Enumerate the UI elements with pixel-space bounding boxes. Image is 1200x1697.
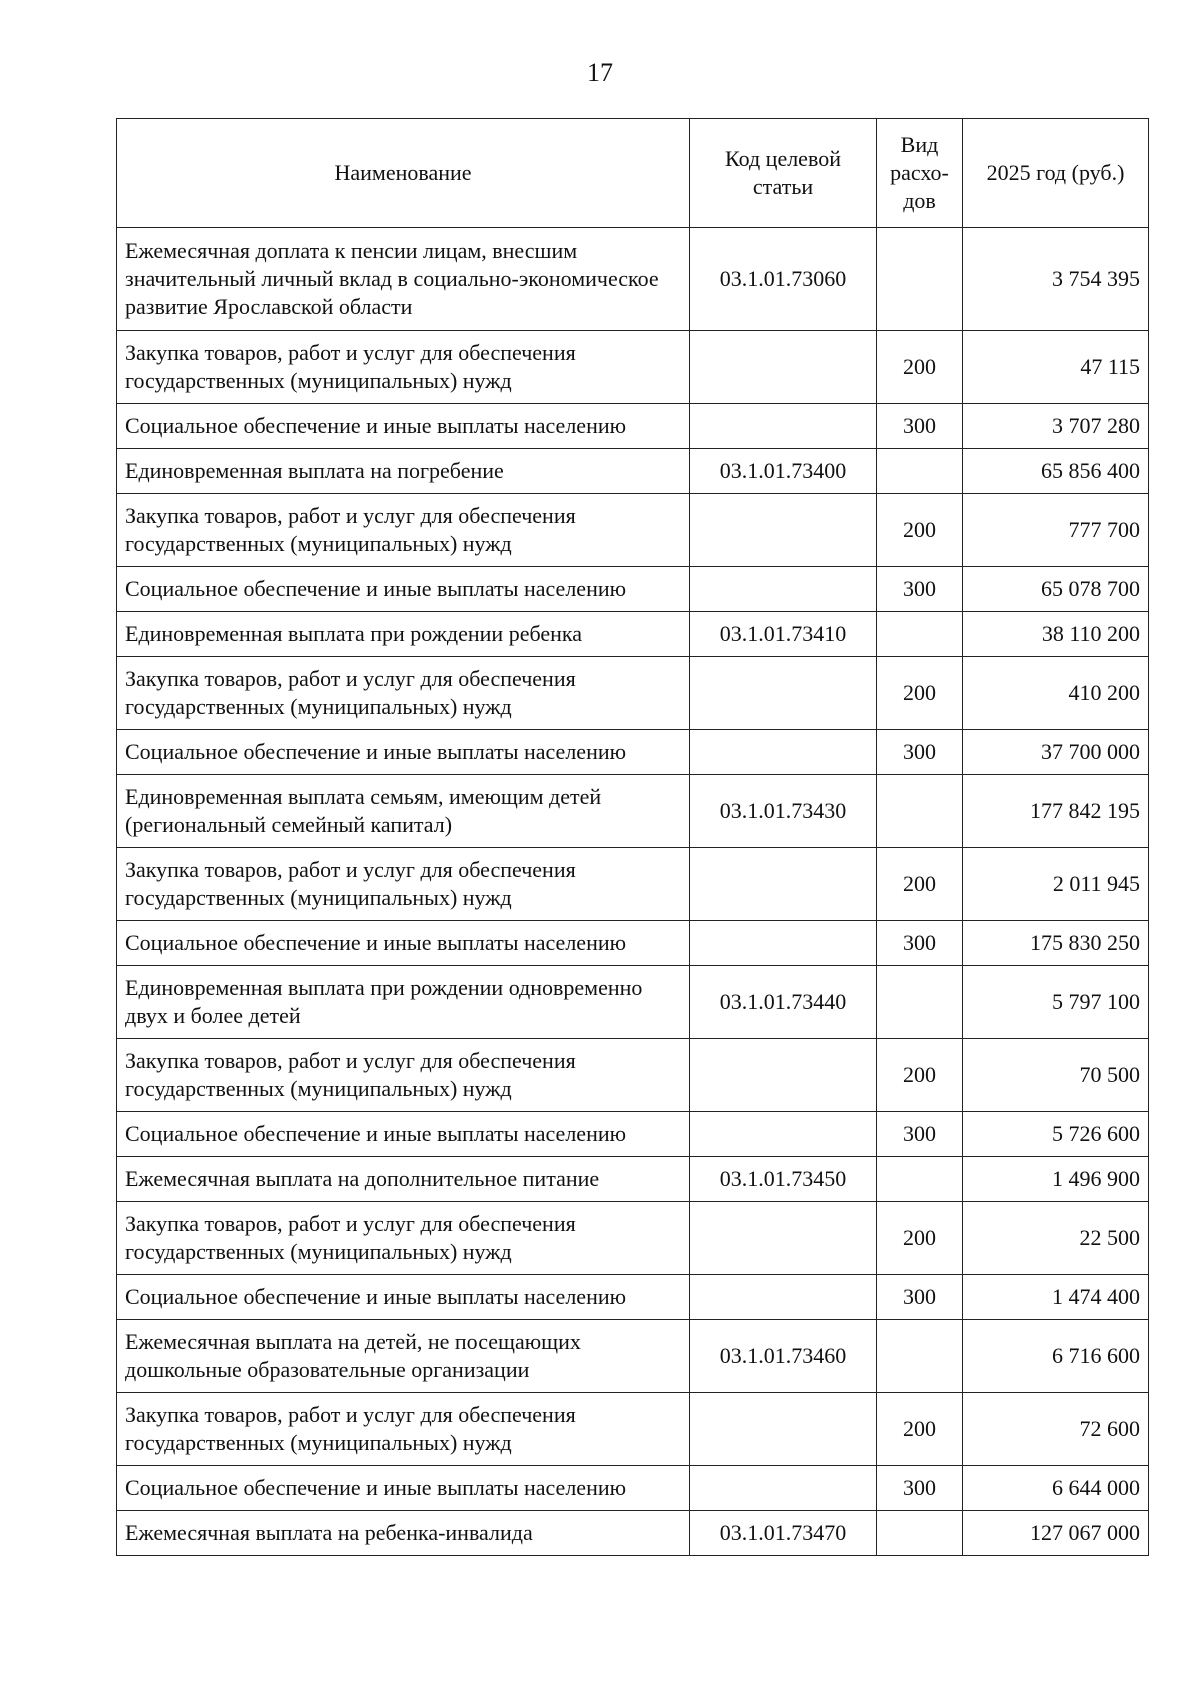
row-name: Социальное обеспечение и иные выплаты населению: [117, 921, 690, 966]
header-code: Код целевой статьи: [690, 119, 877, 228]
row-amount: 127 067 000: [963, 1511, 1149, 1556]
row-kind: [877, 1511, 963, 1556]
row-amount: 37 700 000: [963, 730, 1149, 775]
row-kind: [877, 228, 963, 331]
table-row: [117, 1112, 1149, 1157]
row-code: [690, 331, 877, 404]
row-code: [690, 730, 877, 775]
row-kind: 300: [877, 730, 963, 775]
row-kind: 300: [877, 567, 963, 612]
row-amount: 65 856 400: [963, 449, 1149, 494]
row-amount: 2 011 945: [963, 848, 1149, 921]
row-name: Социальное обеспечение и иные выплаты населению: [117, 404, 690, 449]
row-code: [690, 1202, 877, 1275]
row-amount: 65 078 700: [963, 567, 1149, 612]
row-name: Единовременная выплата на погребение: [117, 449, 690, 494]
row-amount: 777 700: [963, 494, 1149, 567]
row-code: [690, 404, 877, 449]
row-kind: [877, 966, 963, 1039]
row-kind: 200: [877, 1202, 963, 1275]
table-row: [117, 730, 1149, 775]
row-kind: [877, 612, 963, 657]
table-row: [117, 612, 1149, 657]
row-kind: 300: [877, 1112, 963, 1157]
row-code: [690, 657, 877, 730]
table-row: [117, 1466, 1149, 1511]
row-kind: 300: [877, 921, 963, 966]
row-code: [690, 848, 877, 921]
table-body: [117, 228, 1149, 1556]
row-code: 03.1.01.73410: [690, 612, 877, 657]
table-row: [117, 1275, 1149, 1320]
table-row: [117, 1511, 1149, 1556]
row-name: Закупка товаров, работ и услуг для обеспечения государственных (муниципальных) нужд: [117, 657, 690, 730]
row-kind: [877, 449, 963, 494]
row-amount: 70 500: [963, 1039, 1149, 1112]
header-row: [117, 119, 1149, 228]
row-kind: [877, 1157, 963, 1202]
row-amount: 410 200: [963, 657, 1149, 730]
row-code: [690, 567, 877, 612]
header-kind: Вид расхо-дов: [877, 119, 963, 228]
row-amount: 22 500: [963, 1202, 1149, 1275]
table-row: [117, 1039, 1149, 1112]
row-amount: 47 115: [963, 331, 1149, 404]
row-kind: 300: [877, 404, 963, 449]
row-amount: 3 754 395: [963, 228, 1149, 331]
row-amount: 177 842 195: [963, 775, 1149, 848]
row-name: Ежемесячная выплата на дополнительное питание: [117, 1157, 690, 1202]
row-name: Закупка товаров, работ и услуг для обеспечения государственных (муниципальных) нужд: [117, 331, 690, 404]
row-name: Социальное обеспечение и иные выплаты населению: [117, 567, 690, 612]
row-kind: 200: [877, 331, 963, 404]
table-row: [117, 1393, 1149, 1466]
row-code: 03.1.01.73430: [690, 775, 877, 848]
row-name: Социальное обеспечение и иные выплаты населению: [117, 1275, 690, 1320]
row-code: 03.1.01.73450: [690, 1157, 877, 1202]
row-code: [690, 494, 877, 567]
table-row: [117, 449, 1149, 494]
row-amount: 6 716 600: [963, 1320, 1149, 1393]
table-header: [117, 119, 1149, 228]
row-name: Закупка товаров, работ и услуг для обеспечения государственных (муниципальных) нужд: [117, 494, 690, 567]
row-name: Единовременная выплата семьям, имеющим детей (региональный семейный капитал): [117, 775, 690, 848]
table-row: [117, 848, 1149, 921]
table-row: [117, 1320, 1149, 1393]
row-code: 03.1.01.73470: [690, 1511, 877, 1556]
row-amount: 3 707 280: [963, 404, 1149, 449]
row-amount: 6 644 000: [963, 1466, 1149, 1511]
row-name: Ежемесячная доплата к пенсии лицам, внесшим значительный личный вклад в социально-экономическое развитие Ярославской области: [117, 228, 690, 331]
row-kind: 300: [877, 1275, 963, 1320]
row-kind: 200: [877, 1393, 963, 1466]
row-kind: 200: [877, 657, 963, 730]
row-name: Социальное обеспечение и иные выплаты населению: [117, 1112, 690, 1157]
row-code: [690, 921, 877, 966]
row-name: Ежемесячная выплата на детей, не посещающих дошкольные образовательные организации: [117, 1320, 690, 1393]
row-kind: 200: [877, 1039, 963, 1112]
table-row: [117, 966, 1149, 1039]
row-kind: [877, 1320, 963, 1393]
row-amount: 5 726 600: [963, 1112, 1149, 1157]
row-name: Закупка товаров, работ и услуг для обеспечения государственных (муниципальных) нужд: [117, 1393, 690, 1466]
row-kind: 200: [877, 848, 963, 921]
row-name: Единовременная выплата при рождении одновременно двух и более детей: [117, 966, 690, 1039]
table-row: [117, 1157, 1149, 1202]
row-name: Социальное обеспечение и иные выплаты населению: [117, 1466, 690, 1511]
row-amount: 175 830 250: [963, 921, 1149, 966]
budget-table: [116, 118, 1149, 1556]
row-code: 03.1.01.73400: [690, 449, 877, 494]
page-number: 17: [587, 58, 613, 87]
row-code: [690, 1275, 877, 1320]
table-row: [117, 228, 1149, 331]
row-code: [690, 1039, 877, 1112]
row-code: [690, 1112, 877, 1157]
row-name: Социальное обеспечение и иные выплаты населению: [117, 730, 690, 775]
table-row: [117, 775, 1149, 848]
table-row: [117, 404, 1149, 449]
table-row: [117, 1202, 1149, 1275]
row-name: Закупка товаров, работ и услуг для обеспечения государственных (муниципальных) нужд: [117, 1039, 690, 1112]
row-code: 03.1.01.73460: [690, 1320, 877, 1393]
header-name: Наименование: [117, 119, 690, 228]
table-row: [117, 657, 1149, 730]
row-name: Ежемесячная выплата на ребенка-инвалида: [117, 1511, 690, 1556]
table-row: [117, 331, 1149, 404]
row-code: [690, 1466, 877, 1511]
row-amount: 72 600: [963, 1393, 1149, 1466]
row-code: 03.1.01.73440: [690, 966, 877, 1039]
table-row: [117, 567, 1149, 612]
row-amount: 1 474 400: [963, 1275, 1149, 1320]
row-code: 03.1.01.73060: [690, 228, 877, 331]
row-amount: 38 110 200: [963, 612, 1149, 657]
table-row: [117, 921, 1149, 966]
row-amount: 1 496 900: [963, 1157, 1149, 1202]
table-row: [117, 494, 1149, 567]
row-amount: 5 797 100: [963, 966, 1149, 1039]
row-name: Закупка товаров, работ и услуг для обеспечения государственных (муниципальных) нужд: [117, 1202, 690, 1275]
row-kind: 300: [877, 1466, 963, 1511]
row-name: Закупка товаров, работ и услуг для обеспечения государственных (муниципальных) нужд: [117, 848, 690, 921]
row-kind: [877, 775, 963, 848]
row-name: Единовременная выплата при рождении ребенка: [117, 612, 690, 657]
header-amount: 2025 год (руб.): [963, 119, 1149, 228]
row-kind: 200: [877, 494, 963, 567]
row-code: [690, 1393, 877, 1466]
